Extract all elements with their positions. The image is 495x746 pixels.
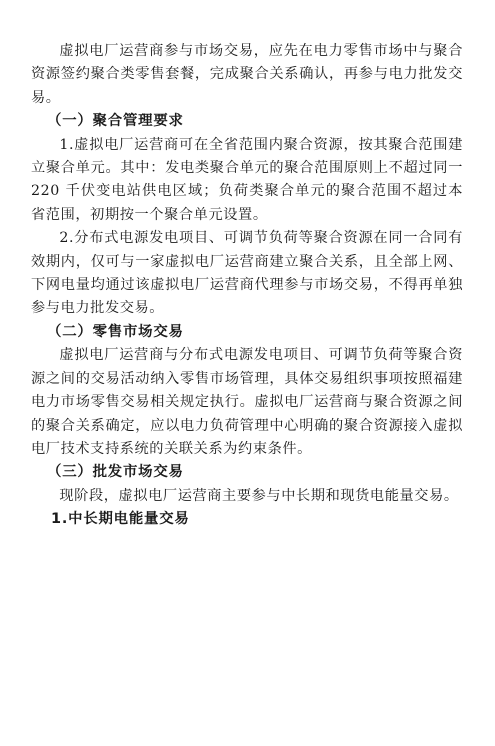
aggregation-paragraph-2: 2.分布式电源发电项目、可调节负荷等聚合资源在同一合同有效期内，仅可与一家虚拟电厂运营商建立聚合关系，且全部上网、下网电量均通过该虚拟电厂运营商代理参与市场交易，不得再单独参与电力批发交易。 [31,230,463,317]
wholesale-market-paragraph: 现阶段，虚拟电厂运营商主要参与中长期和现货电能量交易。 [59,487,459,504]
retail-market-paragraph: 虚拟电厂运营商与分布式电源发电项目、可调节负荷等聚合资源之间的交易活动纳入零售市场管理，具体交易组织事项按照福建电力市场零售交易相关规定执行。虚拟电厂运营商与聚合资源之间的聚合关系确定，应以电力负荷管理中心明确的聚合资源接入虚拟电厂技术支持系统的关联关系为约束条件。 [31,347,463,457]
section-heading-aggregation-requirements: （一）聚合管理要求 [47,113,184,130]
aggregation-paragraph-1: 1.虚拟电厂运营商可在全省范围内聚合资源，按其聚合范围建立聚合单元。其中：发电类聚合单元的聚合范围原则上不超过同一 220 千伏变电站供电区域；负荷类聚合单元的聚合范围不超过本省范围，初期按一个聚合单元设置。 [31,136,463,223]
document-body [31,40,463,532]
section-heading-wholesale-market: （三）批发市场交易 [47,464,184,481]
intro-paragraph: 虚拟电厂运营商参与市场交易，应先在电力零售市场中与聚合资源签约聚合类零售套餐，完成聚合关系确认，再参与电力批发交易。 [31,43,463,106]
subheading-medium-long-term-trading: 1.中长期电能量交易 [51,511,190,528]
section-heading-retail-market: （二）零售市场交易 [47,323,184,340]
